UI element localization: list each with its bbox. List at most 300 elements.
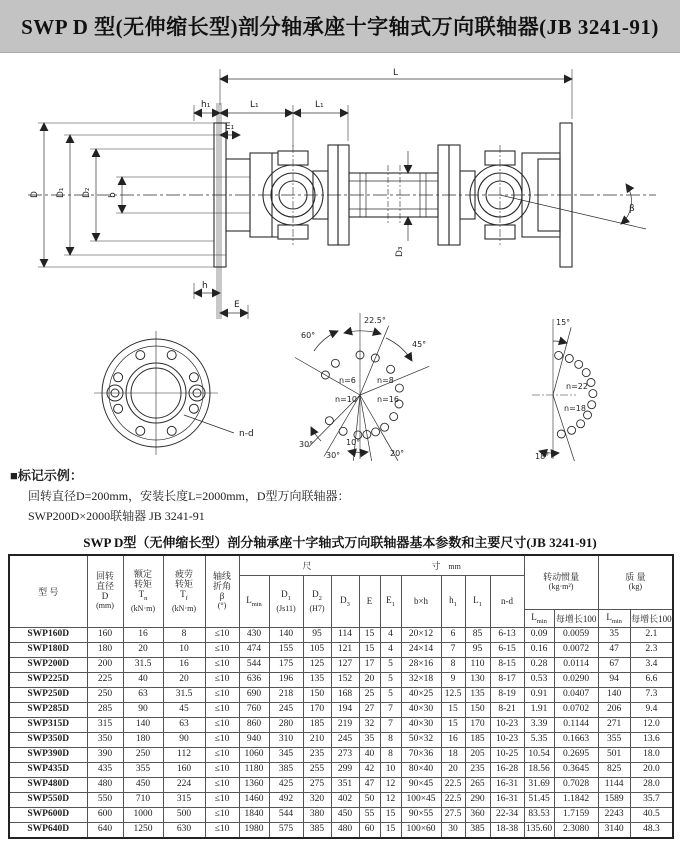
dim-label-E: E (234, 300, 240, 310)
table-row (9, 792, 673, 807)
value-cell: 60 (359, 822, 380, 838)
value-cell: 175 (269, 657, 303, 672)
value-cell: 170 (303, 702, 331, 717)
value-cell: 450 (331, 807, 359, 822)
value-cell: 27 (359, 702, 380, 717)
group-header-dimensions: 尺 寸 mm (239, 555, 524, 575)
value-cell: 180 (87, 642, 123, 657)
value-cell: 16-31 (490, 777, 524, 792)
value-cell: 40.5 (630, 807, 673, 822)
dim-label-beta: β (629, 204, 635, 214)
col-header-model: 型 号 (9, 555, 87, 627)
value-cell: 135 (465, 687, 490, 702)
value-cell: 127 (331, 657, 359, 672)
col-header-mass-per100: 每增长100 (630, 609, 673, 627)
table-row (9, 672, 673, 687)
value-cell: 320 (303, 792, 331, 807)
value-cell: 150 (303, 687, 331, 702)
value-cell: 0.1663 (554, 732, 598, 747)
value-cell: 1980 (239, 822, 269, 838)
value-cell: 360 (465, 807, 490, 822)
value-cell: 105 (303, 642, 331, 657)
value-cell: 245 (269, 702, 303, 717)
value-cell: 140 (123, 717, 163, 732)
angle-label-22-5: 22.5° (364, 316, 386, 325)
value-cell: 224 (163, 777, 205, 792)
value-cell: 16 (163, 657, 205, 672)
value-cell: 1460 (239, 792, 269, 807)
value-cell: 3140 (598, 822, 630, 838)
value-cell: 255 (303, 762, 331, 777)
value-cell: 10.54 (524, 747, 554, 762)
value-cell: 940 (239, 732, 269, 747)
value-cell: 250 (87, 687, 123, 702)
value-cell: 185 (465, 732, 490, 747)
angle-label-15: 15° (556, 318, 571, 327)
value-cell: 480 (331, 822, 359, 838)
value-cell: 2.1 (630, 627, 673, 642)
value-cell: 27.5 (441, 807, 465, 822)
value-cell: 273 (331, 747, 359, 762)
value-cell: 430 (239, 627, 269, 642)
detail-flange-face (94, 331, 234, 455)
value-cell: 8-21 (490, 702, 524, 717)
value-cell: 630 (163, 822, 205, 838)
col-header-D2: $D_2$ (H7) (303, 575, 331, 627)
value-cell: 6 (441, 627, 465, 642)
value-cell: 355 (123, 762, 163, 777)
value-cell: 355 (598, 732, 630, 747)
value-cell: 90 (163, 732, 205, 747)
count-label-n22: n=22 (566, 382, 588, 391)
value-cell: 760 (239, 702, 269, 717)
dim-label-E1: E₁ (225, 122, 235, 132)
count-label-n6: n=6 (339, 376, 356, 385)
value-cell: 16-28 (490, 762, 524, 777)
value-cell: 480 (87, 777, 123, 792)
value-cell: ≤10 (205, 747, 239, 762)
table-row (9, 807, 673, 822)
model-cell: SWP350D (9, 732, 87, 747)
technical-drawing (8, 55, 672, 461)
dim-label-D1: D₁ (56, 187, 66, 198)
value-cell: 22.5 (441, 792, 465, 807)
value-cell: 0.0290 (554, 672, 598, 687)
col-header-mass-Lmin: $L_{min}$ (598, 609, 630, 627)
table-head (9, 555, 673, 627)
angle-label-45: 45° (412, 340, 427, 349)
col-header-fatigue-torque: 疲劳 转矩 $T_f$ (kN·m) (163, 555, 205, 627)
value-cell: 15 (380, 822, 401, 838)
count-label-n16: n=16 (377, 395, 399, 404)
value-cell: 390 (87, 747, 123, 762)
value-cell: 492 (269, 792, 303, 807)
value-cell: 18-38 (490, 822, 524, 838)
dim-label-D2: D₂ (82, 187, 92, 198)
value-cell: 0.3645 (554, 762, 598, 777)
value-cell: 31.69 (524, 777, 554, 792)
value-cell: 30 (441, 822, 465, 838)
value-cell: ≤10 (205, 642, 239, 657)
value-cell: 450 (123, 777, 163, 792)
model-cell: SWP640D (9, 822, 87, 838)
value-cell: 8-19 (490, 687, 524, 702)
value-cell: 94 (598, 672, 630, 687)
dimension-labels (30, 68, 635, 310)
col-header-D3: $D_3$ (331, 575, 359, 627)
value-cell: 435 (87, 762, 123, 777)
col-header-D1: $D_1$ (Js11) (269, 575, 303, 627)
col-header-h1: $h_1$ (441, 575, 465, 627)
value-cell: 6-15 (490, 642, 524, 657)
value-cell: 345 (269, 747, 303, 762)
value-cell: 15 (441, 702, 465, 717)
marking-example-line1: 回转直径D=200mm，安装长度L=2000mm，D型万向联轴器： (28, 489, 350, 503)
value-cell: 385 (465, 822, 490, 838)
value-cell: 200 (87, 657, 123, 672)
marking-example-heading: ■标记示例： (10, 468, 83, 483)
value-cell: 425 (269, 777, 303, 792)
value-cell: 95 (465, 642, 490, 657)
value-cell: 575 (269, 822, 303, 838)
marking-example (10, 465, 670, 524)
value-cell: 5.35 (524, 732, 554, 747)
dimension-lines (38, 69, 631, 319)
value-cell: 636 (239, 672, 269, 687)
value-cell: 290 (465, 792, 490, 807)
value-cell: 10-25 (490, 747, 524, 762)
count-label-n18: n=18 (564, 404, 586, 413)
angle-label-18: 18° (535, 452, 550, 461)
value-cell: 275 (303, 777, 331, 792)
value-cell: 9.4 (630, 702, 673, 717)
value-cell: 7 (380, 702, 401, 717)
value-cell: 47 (598, 642, 630, 657)
angle-label-60: 60° (301, 331, 316, 340)
value-cell: 250 (123, 747, 163, 762)
value-cell: 50 (359, 792, 380, 807)
value-cell: 550 (87, 792, 123, 807)
value-cell: ≤10 (205, 777, 239, 792)
value-cell: 7 (441, 642, 465, 657)
model-cell: SWP200D (9, 657, 87, 672)
value-cell: 40×30 (401, 717, 441, 732)
count-label-n8: n=8 (377, 376, 394, 385)
value-cell: 1000 (123, 807, 163, 822)
detail-half-labels (535, 318, 588, 461)
value-cell: 28.0 (630, 777, 673, 792)
value-cell: ≤10 (205, 657, 239, 672)
value-cell: 90 (123, 702, 163, 717)
table-body (9, 627, 673, 838)
value-cell: 125 (303, 657, 331, 672)
col-header-E1: $E_1$ (380, 575, 401, 627)
value-cell: 112 (163, 747, 205, 762)
value-cell: 140 (269, 627, 303, 642)
value-cell: 63 (123, 687, 163, 702)
value-cell: 860 (239, 717, 269, 732)
value-cell: 350 (87, 732, 123, 747)
value-cell: 15 (359, 627, 380, 642)
value-cell: 315 (163, 792, 205, 807)
dim-label-D: D (30, 191, 40, 198)
value-cell: 20 (163, 672, 205, 687)
value-cell: 160 (163, 762, 205, 777)
value-cell: 15 (359, 642, 380, 657)
value-cell: 16-31 (490, 792, 524, 807)
table-row (9, 822, 673, 838)
value-cell: 28×16 (401, 657, 441, 672)
value-cell: 20 (441, 762, 465, 777)
value-cell: ≤10 (205, 687, 239, 702)
col-header-nd: n-d (490, 575, 524, 627)
value-cell: 245 (331, 732, 359, 747)
value-cell: 206 (598, 702, 630, 717)
value-cell: 385 (303, 822, 331, 838)
parameters-table (8, 554, 674, 839)
value-cell: 600 (87, 807, 123, 822)
value-cell: 15 (441, 717, 465, 732)
value-cell: 0.0702 (554, 702, 598, 717)
table-row (9, 657, 673, 672)
value-cell: 8-15 (490, 657, 524, 672)
value-cell: 20.0 (630, 762, 673, 777)
value-cell: 299 (331, 762, 359, 777)
value-cell: 2243 (598, 807, 630, 822)
page-header-bar (0, 0, 680, 53)
angle-label-20: 20° (390, 449, 405, 458)
value-cell: 2.3 (630, 642, 673, 657)
value-cell: 18 (441, 747, 465, 762)
value-cell: 235 (303, 747, 331, 762)
value-cell: 31.5 (123, 657, 163, 672)
value-cell: 210 (303, 732, 331, 747)
value-cell: 25 (359, 687, 380, 702)
dim-label-b: b (108, 192, 118, 198)
model-cell: SWP225D (9, 672, 87, 687)
value-cell: 8-17 (490, 672, 524, 687)
value-cell: 218 (269, 687, 303, 702)
value-cell: 310 (269, 732, 303, 747)
value-cell: 825 (598, 762, 630, 777)
value-cell: 130 (465, 672, 490, 687)
value-cell: 351 (331, 777, 359, 792)
value-cell: 0.09 (524, 627, 554, 642)
value-cell: 35 (359, 732, 380, 747)
col-header-L1: $L_1$ (465, 575, 490, 627)
value-cell: 315 (87, 717, 123, 732)
value-cell: 24×14 (401, 642, 441, 657)
col-header-inertia-Lmin: $L_{min}$ (524, 609, 554, 627)
technical-drawing-area (8, 55, 672, 461)
value-cell: 3.4 (630, 657, 673, 672)
value-cell: 22-34 (490, 807, 524, 822)
value-cell: 6-13 (490, 627, 524, 642)
value-cell: 51.45 (524, 792, 554, 807)
value-cell: 225 (87, 672, 123, 687)
value-cell: 4 (380, 642, 401, 657)
value-cell: 402 (331, 792, 359, 807)
col-header-rated-torque: 额定 转矩 $T_n$ (kN·m) (123, 555, 163, 627)
value-cell: 180 (123, 732, 163, 747)
value-cell: 85 (465, 627, 490, 642)
model-cell: SWP390D (9, 747, 87, 762)
value-cell: 5 (380, 687, 401, 702)
table-title: SWP D型（无伸缩长型）剖分轴承座十字轴式万向联轴器基本参数和主要尺寸(JB 3241-91) (83, 535, 597, 550)
value-cell: 385 (269, 762, 303, 777)
value-cell: 40 (359, 747, 380, 762)
value-cell: 135.60 (524, 822, 554, 838)
table-row (9, 702, 673, 717)
value-cell: 265 (465, 777, 490, 792)
value-cell: 47 (359, 777, 380, 792)
dim-label-h1: h₁ (201, 100, 211, 110)
value-cell: 55 (359, 807, 380, 822)
value-cell: 114 (331, 627, 359, 642)
value-cell: 110 (465, 657, 490, 672)
model-cell: SWP550D (9, 792, 87, 807)
value-cell: 150 (465, 702, 490, 717)
table-row (9, 762, 673, 777)
value-cell: 40 (123, 672, 163, 687)
value-cell: 194 (331, 702, 359, 717)
angle-label-30b: 30° (326, 451, 341, 460)
value-cell: 8 (441, 657, 465, 672)
value-cell: 170 (465, 717, 490, 732)
value-cell: 0.7028 (554, 777, 598, 792)
value-cell: 80×40 (401, 762, 441, 777)
col-header-bxh: b×h (401, 575, 441, 627)
value-cell: 1060 (239, 747, 269, 762)
value-cell: ≤10 (205, 702, 239, 717)
value-cell: 42 (359, 762, 380, 777)
group-header-mass: 质 量 (kg) (598, 555, 673, 609)
dim-label-L1a: L₁ (250, 100, 259, 110)
model-cell: SWP160D (9, 627, 87, 642)
group-header-inertia: 转动惯量 (kg·m²) (524, 555, 598, 609)
value-cell: 67 (598, 657, 630, 672)
value-cell: ≤10 (205, 717, 239, 732)
marking-example-line2: SWP200D×2000联轴器 JB 3241-91 (28, 509, 205, 523)
col-header-Lmin: $L_{min}$ (239, 575, 269, 627)
value-cell: 474 (239, 642, 269, 657)
value-cell: 135 (303, 672, 331, 687)
value-cell: 100×60 (401, 822, 441, 838)
col-header-diameter: 回转 直径 D (mm) (87, 555, 123, 627)
value-cell: 95 (303, 627, 331, 642)
value-cell: 90×55 (401, 807, 441, 822)
table-row (9, 687, 673, 702)
model-cell: SWP480D (9, 777, 87, 792)
value-cell: 121 (331, 642, 359, 657)
value-cell: 235 (465, 762, 490, 777)
value-cell: 31.5 (163, 687, 205, 702)
value-cell: 0.28 (524, 657, 554, 672)
model-cell: SWP315D (9, 717, 87, 732)
table-row (9, 732, 673, 747)
value-cell: 9 (441, 672, 465, 687)
value-cell: 1250 (123, 822, 163, 838)
value-cell: 90×45 (401, 777, 441, 792)
value-cell: 285 (87, 702, 123, 717)
value-cell: 0.0407 (554, 687, 598, 702)
value-cell: 13.6 (630, 732, 673, 747)
value-cell: 196 (269, 672, 303, 687)
value-cell: 0.91 (524, 687, 554, 702)
model-cell: SWP285D (9, 702, 87, 717)
value-cell: 12 (380, 777, 401, 792)
value-cell: 1.7159 (554, 807, 598, 822)
value-cell: 0.1144 (554, 717, 598, 732)
value-cell: 690 (239, 687, 269, 702)
value-cell: 20 (123, 642, 163, 657)
value-cell: 32 (359, 717, 380, 732)
value-cell: 20×12 (401, 627, 441, 642)
model-cell: SWP435D (9, 762, 87, 777)
value-cell: 100×45 (401, 792, 441, 807)
value-cell: 8 (380, 732, 401, 747)
count-label-n10: n=10 (335, 395, 357, 404)
angle-label-10: 10° (346, 438, 361, 447)
value-cell: 8 (380, 747, 401, 762)
value-cell: 155 (269, 642, 303, 657)
table-row (9, 642, 673, 657)
model-cell: SWP180D (9, 642, 87, 657)
value-cell: 152 (331, 672, 359, 687)
col-header-axis-angle: 轴线 折角 β (°) (205, 555, 239, 627)
value-cell: 10 (163, 642, 205, 657)
value-cell: 1.1842 (554, 792, 598, 807)
flange-highlight-band (216, 103, 222, 319)
dim-label-h: h (202, 281, 208, 291)
value-cell: 18.0 (630, 747, 673, 762)
value-cell: 20 (359, 672, 380, 687)
value-cell: ≤10 (205, 762, 239, 777)
value-cell: 1180 (239, 762, 269, 777)
value-cell: 544 (239, 657, 269, 672)
value-cell: 2.3080 (554, 822, 598, 838)
value-cell: 12.5 (441, 687, 465, 702)
value-cell: 83.53 (524, 807, 554, 822)
value-cell: 160 (87, 627, 123, 642)
col-header-E: E (359, 575, 380, 627)
table-row (9, 627, 673, 642)
value-cell: 32×18 (401, 672, 441, 687)
dim-label-L: L (393, 68, 399, 78)
value-cell: 5 (380, 657, 401, 672)
value-cell: 50×32 (401, 732, 441, 747)
value-cell: 10 (380, 762, 401, 777)
value-cell: ≤10 (205, 627, 239, 642)
value-cell: ≤10 (205, 807, 239, 822)
value-cell: 710 (123, 792, 163, 807)
table-row (9, 747, 673, 762)
value-cell: 0.53 (524, 672, 554, 687)
value-cell: 70×36 (401, 747, 441, 762)
dim-label-L1b: L₁ (315, 100, 324, 110)
value-cell: 5 (380, 672, 401, 687)
value-cell: 6.6 (630, 672, 673, 687)
angle-label-30a: 30° (299, 440, 314, 449)
value-cell: 63 (163, 717, 205, 732)
value-cell: 17 (359, 657, 380, 672)
value-cell: 271 (598, 717, 630, 732)
value-cell: 0.16 (524, 642, 554, 657)
value-cell: 7.3 (630, 687, 673, 702)
value-cell: 12.0 (630, 717, 673, 732)
value-cell: ≤10 (205, 732, 239, 747)
value-cell: 3.39 (524, 717, 554, 732)
